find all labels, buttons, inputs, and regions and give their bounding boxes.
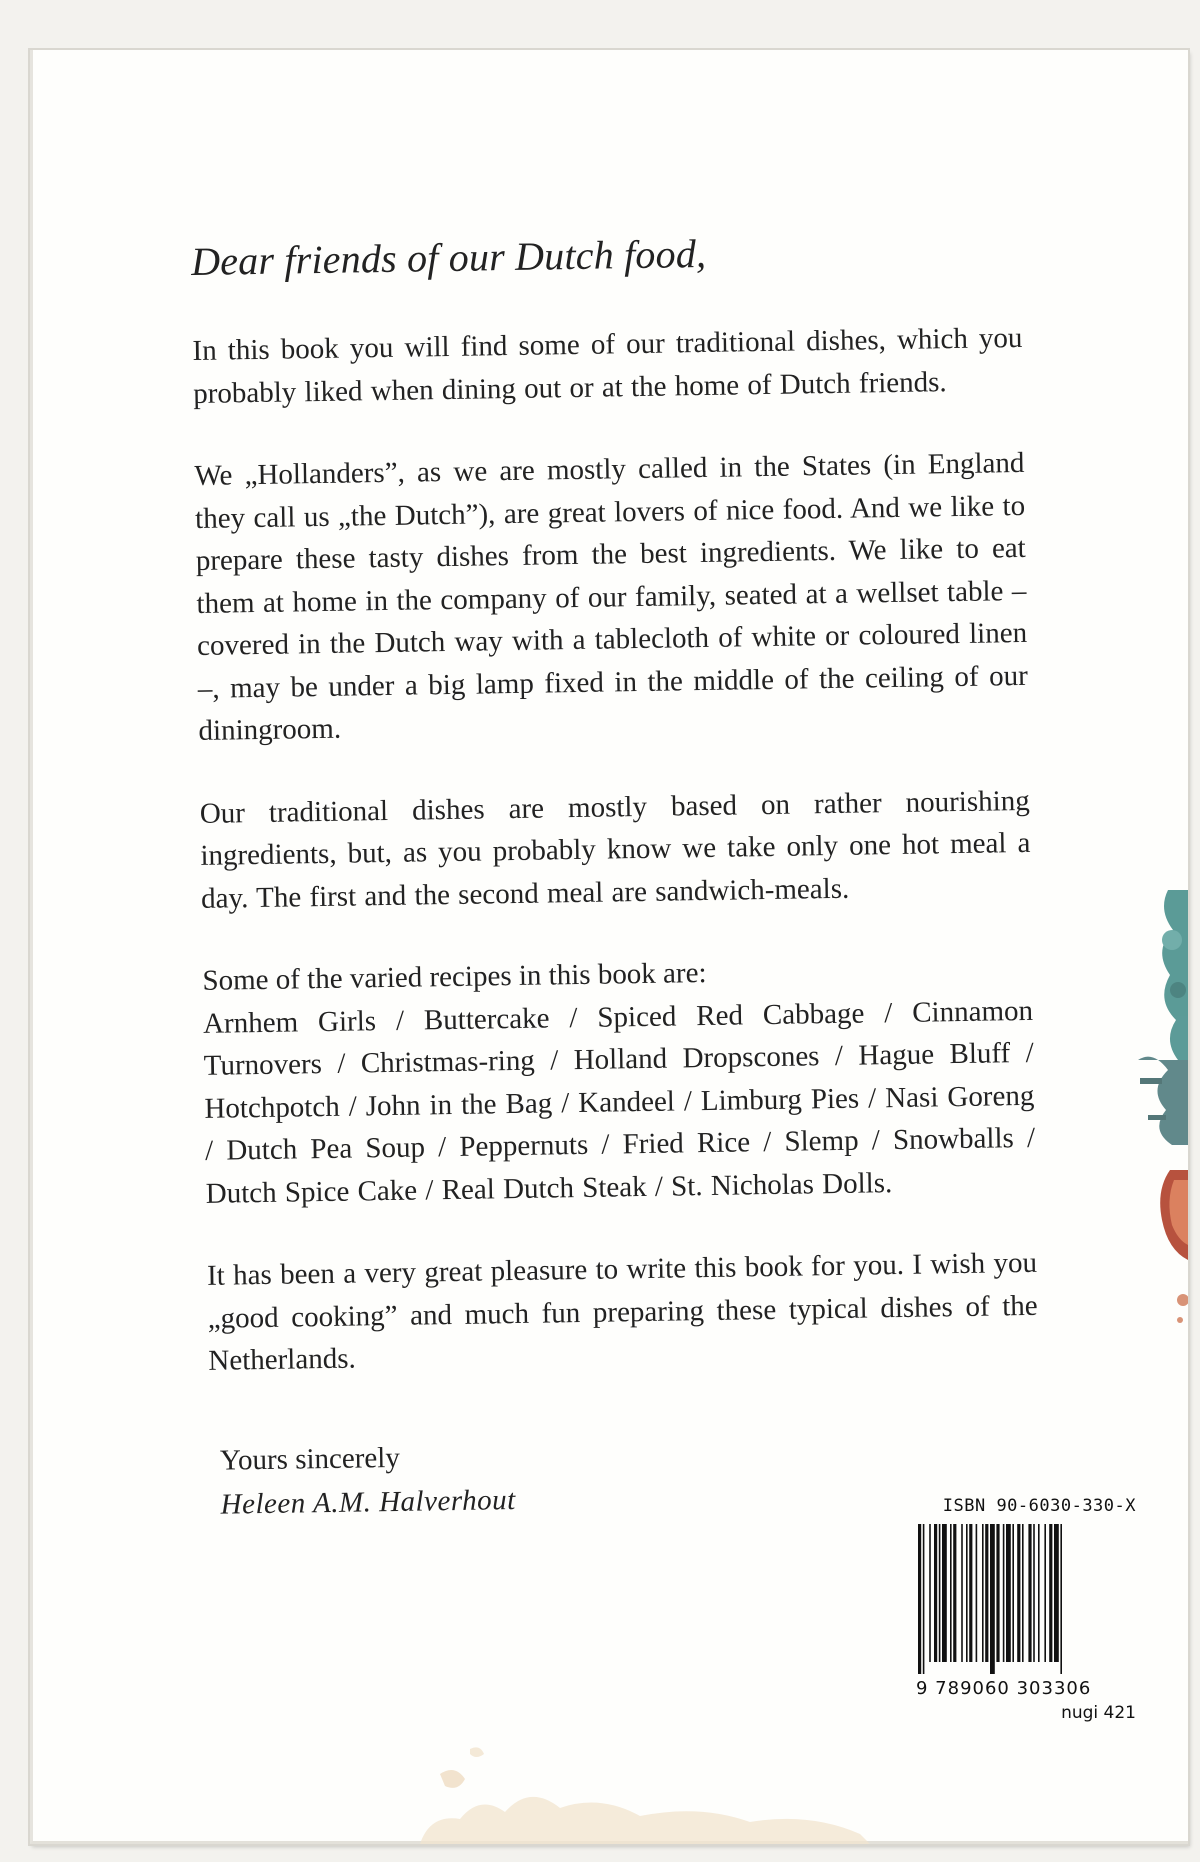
barcode-bar [1033, 1524, 1035, 1662]
isbn-barcode-block [886, 1496, 1136, 1723]
barcode-bar [1049, 1524, 1052, 1662]
barcode-bar [982, 1524, 984, 1662]
barcode-bar [1054, 1524, 1059, 1662]
barcode-bar [996, 1524, 999, 1662]
barcode-bar [929, 1524, 931, 1662]
author-signature: Heleen A.M. Halverhout [220, 1483, 516, 1521]
paragraph-dishes: Our traditional dishes are mostly based on rather nourishing ingredients, but, as you probably know we take only one hot meal a day. The first and the second meal are sandwich-meals. [199, 784, 1031, 915]
barcode-bar [961, 1524, 963, 1662]
salutation: Dear friends of our Dutch food, [190, 230, 707, 284]
barcode-bar [950, 1524, 952, 1662]
barcode-bar [953, 1524, 956, 1662]
isbn-label: ISBN 90-6030-330-X [942, 1496, 1136, 1516]
paragraph-hollanders: We „Hollanders”, as we are mostly called in the States (in England they call us „the Dutch”), are great lovers of nice food. And we like to prepare these tasty dishes from the best ingredients. We like to eat them at home in the company of our family, seated at a wellset table – covered in the Dutch way with a tablecloth of white or coloured linen –, may be under a big lamp fixed in the middle of the ceiling of our diningroom. [194, 446, 1028, 747]
recipes-intro: Some of the varied recipes in this book are: [202, 956, 707, 997]
paragraph-closing: It has been a very great pleasure to write this book for you. I wish you „good cooking” and much fun preparing these typical dishes of the Netherlands. [206, 1246, 1038, 1377]
edge-illustration [1128, 880, 1188, 1340]
barcode-bar [1060, 1524, 1062, 1674]
barcode-bar [923, 1524, 925, 1674]
barcode-bar [934, 1524, 937, 1662]
barcode-bar [966, 1524, 968, 1662]
barcode [916, 1524, 1136, 1674]
barcode-bar [969, 1524, 972, 1662]
barcode-bar [990, 1524, 995, 1674]
barcode-bar [1017, 1524, 1020, 1662]
barcode-bar [976, 1524, 978, 1662]
barcode-bar [1022, 1524, 1024, 1662]
recipes-list: Arnhem Girls / Buttercake / Spiced Red Cabbage / Cinnamon Turnovers / Christmas-ring / Holland Dropscones / Hague Bluff / Hotchpotch / John in the Bag / Kandeel / Limburg Pies / Nasi Goreng / Dutch Pea Soup / Peppernuts / Fried Rice / Slemp / Snowballs / Dutch Spice Cake / Real Dutch Steak / St. Nicholas Dolls. [202, 994, 1036, 1210]
barcode-bar [1038, 1524, 1040, 1662]
barcode-bar [1028, 1524, 1031, 1662]
barcode-bar [985, 1524, 988, 1662]
cover-text [190, 177, 1041, 1526]
nugi-code: nugi 421 [1061, 1703, 1136, 1723]
barcode-bar [939, 1524, 941, 1662]
barcode-bar [1012, 1524, 1014, 1662]
barcode-bar [1044, 1524, 1046, 1662]
barcode-digits: 9 789060 303306 [916, 1678, 1092, 1699]
book-back-cover [30, 50, 1188, 1844]
barcode-bar [942, 1524, 947, 1662]
barcode-bar [1006, 1524, 1011, 1662]
closing-line: Yours sincerely [219, 1441, 401, 1477]
barcode-bar [918, 1524, 921, 1674]
paragraph-intro: In this book you will find some of our traditional dishes, which you probably liked when dining out or at the home of Dutch friends. [192, 321, 1023, 410]
water-stain [410, 1724, 870, 1844]
barcode-bar [1003, 1524, 1005, 1662]
